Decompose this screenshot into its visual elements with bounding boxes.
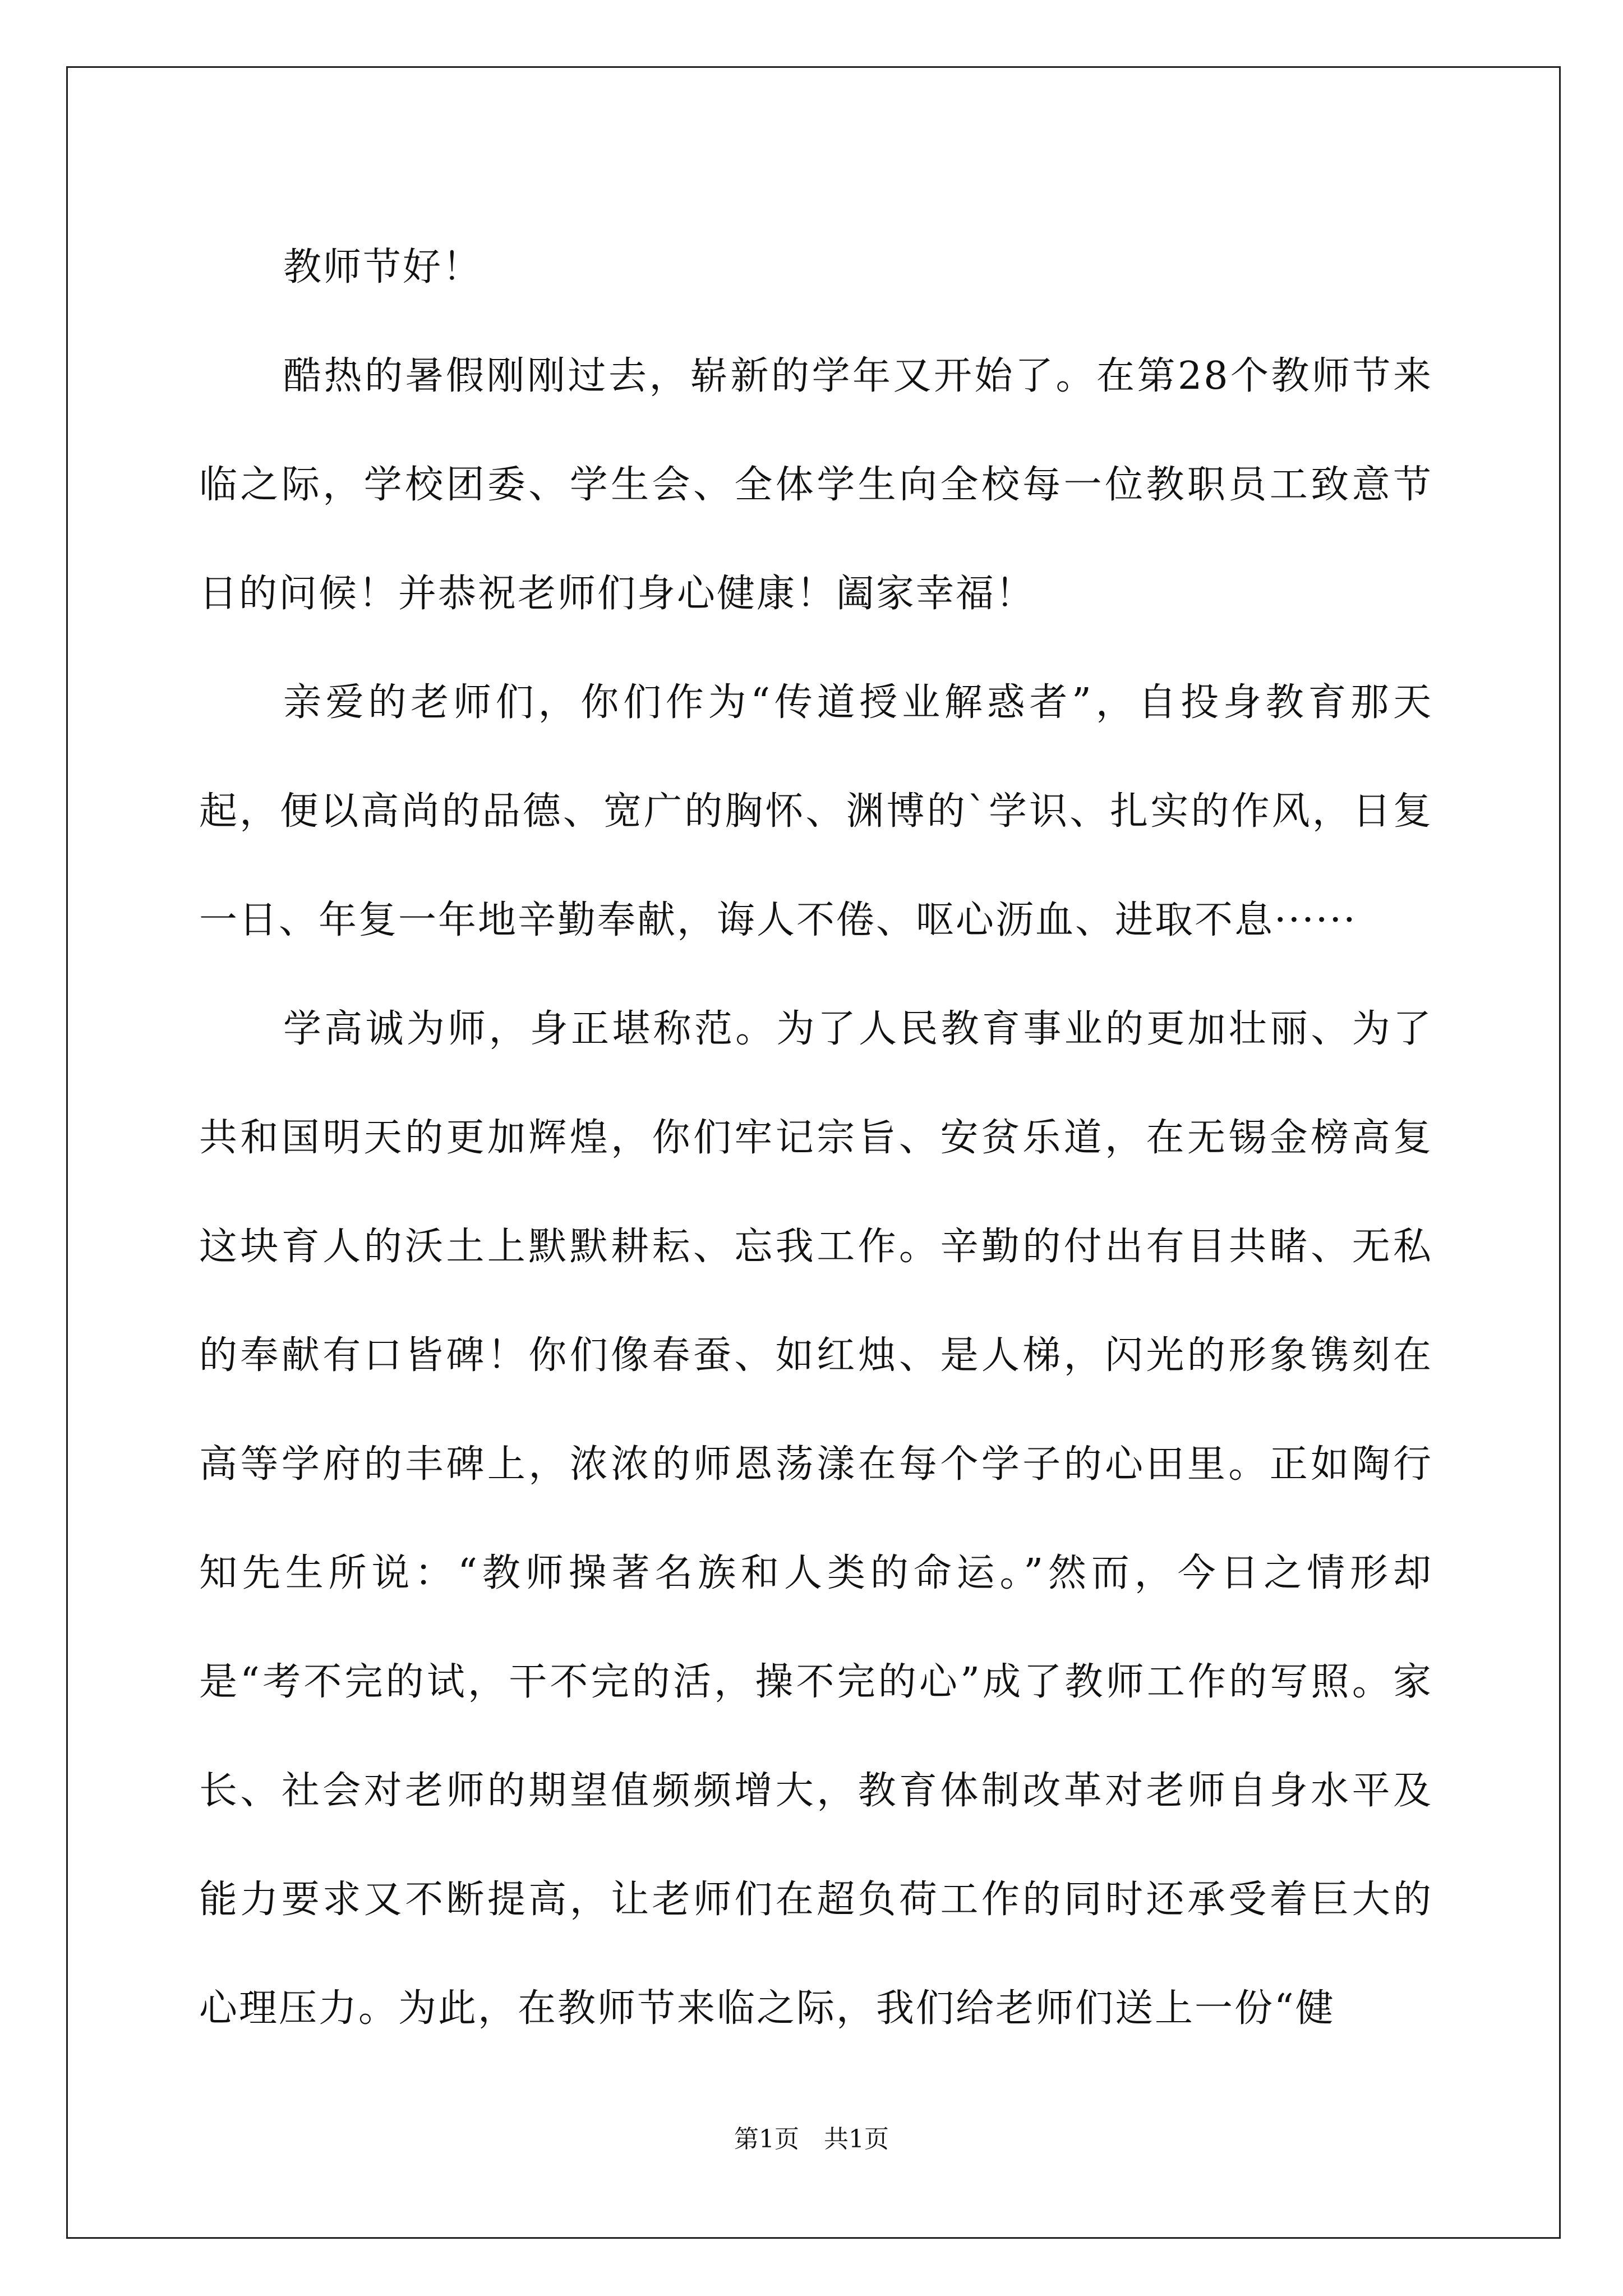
paragraph-dear-teachers: 亲爱的老师们，你们作为“传道授业解惑者”，自投身教育那天起，便以高尚的品德、宽广的胸怀、渊博的`学识、扎实的作风，日复一日、年复一年地辛勤奉献，诲人不倦、呕心沥血、进取不息······ (199, 680, 1433, 942)
document-body (199, 213, 1433, 2063)
paragraph-greeting: 教师节好！ (283, 245, 483, 289)
paragraph-main: 学高诚为师，身正堪称范。为了人民教育事业的更加壮丽、为了共和国明天的更加辉煌，你们牢记宗旨、安贫乐道，在无锡金榜高复这块育人的沃土上默默耕耘、忘我工作。辛勤的付出有目共睹、无私的奉献有口皆碑！你们像春蚕、如红烛、是人梯，闪光的形象镌刻在高等学府的丰碑上，浓浓的师恩荡漾在每个学子的心田里。正如陶行知先生所说：“教师操著名族和人类的命运。”然而，今日之情形却是“考不完的试，干不完的活，操不完的心”成了教师工作的写照。家长、社会对老师的期望值频频增大，教育体制改革对老师自身水平及能力要求又不断提高，让老师们在超负荷工作的同时还承受着巨大的心理压力。为此，在教师节来临之际，我们给老师们送上一份“健 (199, 1007, 1433, 2031)
page-footer: 第1页 共1页 (734, 2125, 889, 2154)
paragraph-opening: 酷热的暑假刚刚过去，崭新的学年又开始了。在第28个教师节来临之际，学校团委、学生会、全体学生向全校每一位教职员工致意节日的问候！并恭祝老师们身心健康！阖家幸福！ (199, 354, 1433, 616)
